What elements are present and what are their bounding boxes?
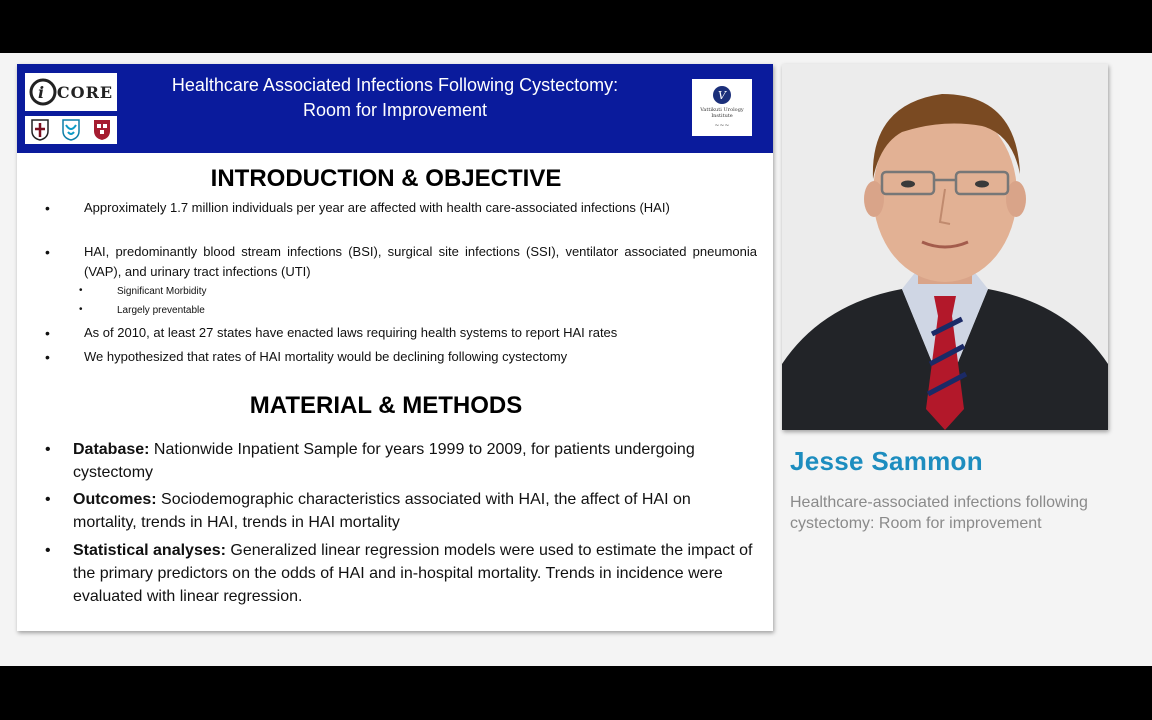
video-frame: [0, 53, 1152, 666]
bullet-dot: •: [45, 491, 51, 508]
bullet-dot: •: [45, 325, 50, 341]
bullet-dot: •: [45, 441, 51, 458]
presenter-photo: [782, 64, 1108, 430]
intro-bullet-text: Approximately 1.7 million individuals per year are affected with health care-associated infections (HAI): [84, 200, 670, 215]
intro-bullet-text: As of 2010, at least 27 states have enacted laws requiring health systems to report HAI rates: [84, 325, 618, 340]
poster-slide: [17, 64, 773, 631]
intro-heading: INTRODUCTION & OBJECTIVE: [210, 165, 562, 192]
vui-logo-text: Vattikuti Urology Institute: [700, 107, 744, 119]
bullet-dot: •: [79, 304, 83, 315]
intro-sub-bullet-text: Largely preventable: [117, 305, 205, 316]
methods-label: Database:: [73, 441, 150, 458]
shield-icon: [31, 119, 49, 141]
intro-bullet-text: HAI, predominantly blood stream infections (BSI), surgical site infections (SSI), ventilator associated pneumonia (VAP), and urinary tract infections (UTI): [84, 244, 757, 279]
bullet-dot: •: [45, 542, 51, 559]
vui-emblem-icon: V: [713, 86, 731, 104]
presenter-portrait: [782, 64, 1108, 430]
core-logo: [25, 73, 118, 145]
methods-label: Outcomes:: [73, 491, 157, 508]
bullet-dot: •: [45, 349, 50, 365]
slide-title: [135, 73, 655, 123]
methods-text: Generalized linear regression models were used to estimate the impact of the primary predictors on the odds of HAI and in-hospital mortality. Trends in incidence were evaluated with linear regression.: [73, 542, 753, 605]
intro-bullet-text: We hypothesized that rates of HAI mortality would be declining following cystectomy: [84, 349, 568, 364]
svg-text:i: i: [37, 83, 44, 102]
slide-title-line1: Healthcare Associated Infections Following Cystectomy:: [171, 75, 619, 95]
methods-heading: MATERIAL & METHODS: [249, 392, 523, 419]
core-swirl-icon: [29, 77, 57, 107]
methods-label: Statistical analyses:: [73, 542, 226, 559]
methods-text: Sociodemographic characteristics associated with HAI, the affect of HAI on mortality, trends in HAI, trends in HAI mortality: [73, 491, 691, 531]
vattikuti-logo: [692, 79, 752, 136]
partner-shields: [25, 116, 117, 144]
signature-mark: ~~~: [714, 122, 730, 129]
bullet-dot: •: [79, 285, 83, 296]
bullet-dot: •: [45, 244, 50, 260]
slide-banner: [17, 64, 773, 153]
bullet-dot: •: [45, 200, 50, 216]
slide-title-line2: Room for Improvement: [302, 100, 488, 120]
intro-sub-bullet-text: Significant Morbidity: [117, 286, 207, 297]
methods-text: Nationwide Inpatient Sample for years 1999 to 2009, for patients undergoing cystectomy: [73, 441, 695, 481]
presenter-name: Jesse Sammon: [790, 446, 983, 476]
shield-icon: [62, 119, 80, 141]
talk-title: Healthcare-associated infections following cystectomy: Room for improvement: [790, 494, 1088, 532]
shield-icon: [93, 119, 111, 141]
core-logo-text: CORE: [56, 82, 114, 102]
